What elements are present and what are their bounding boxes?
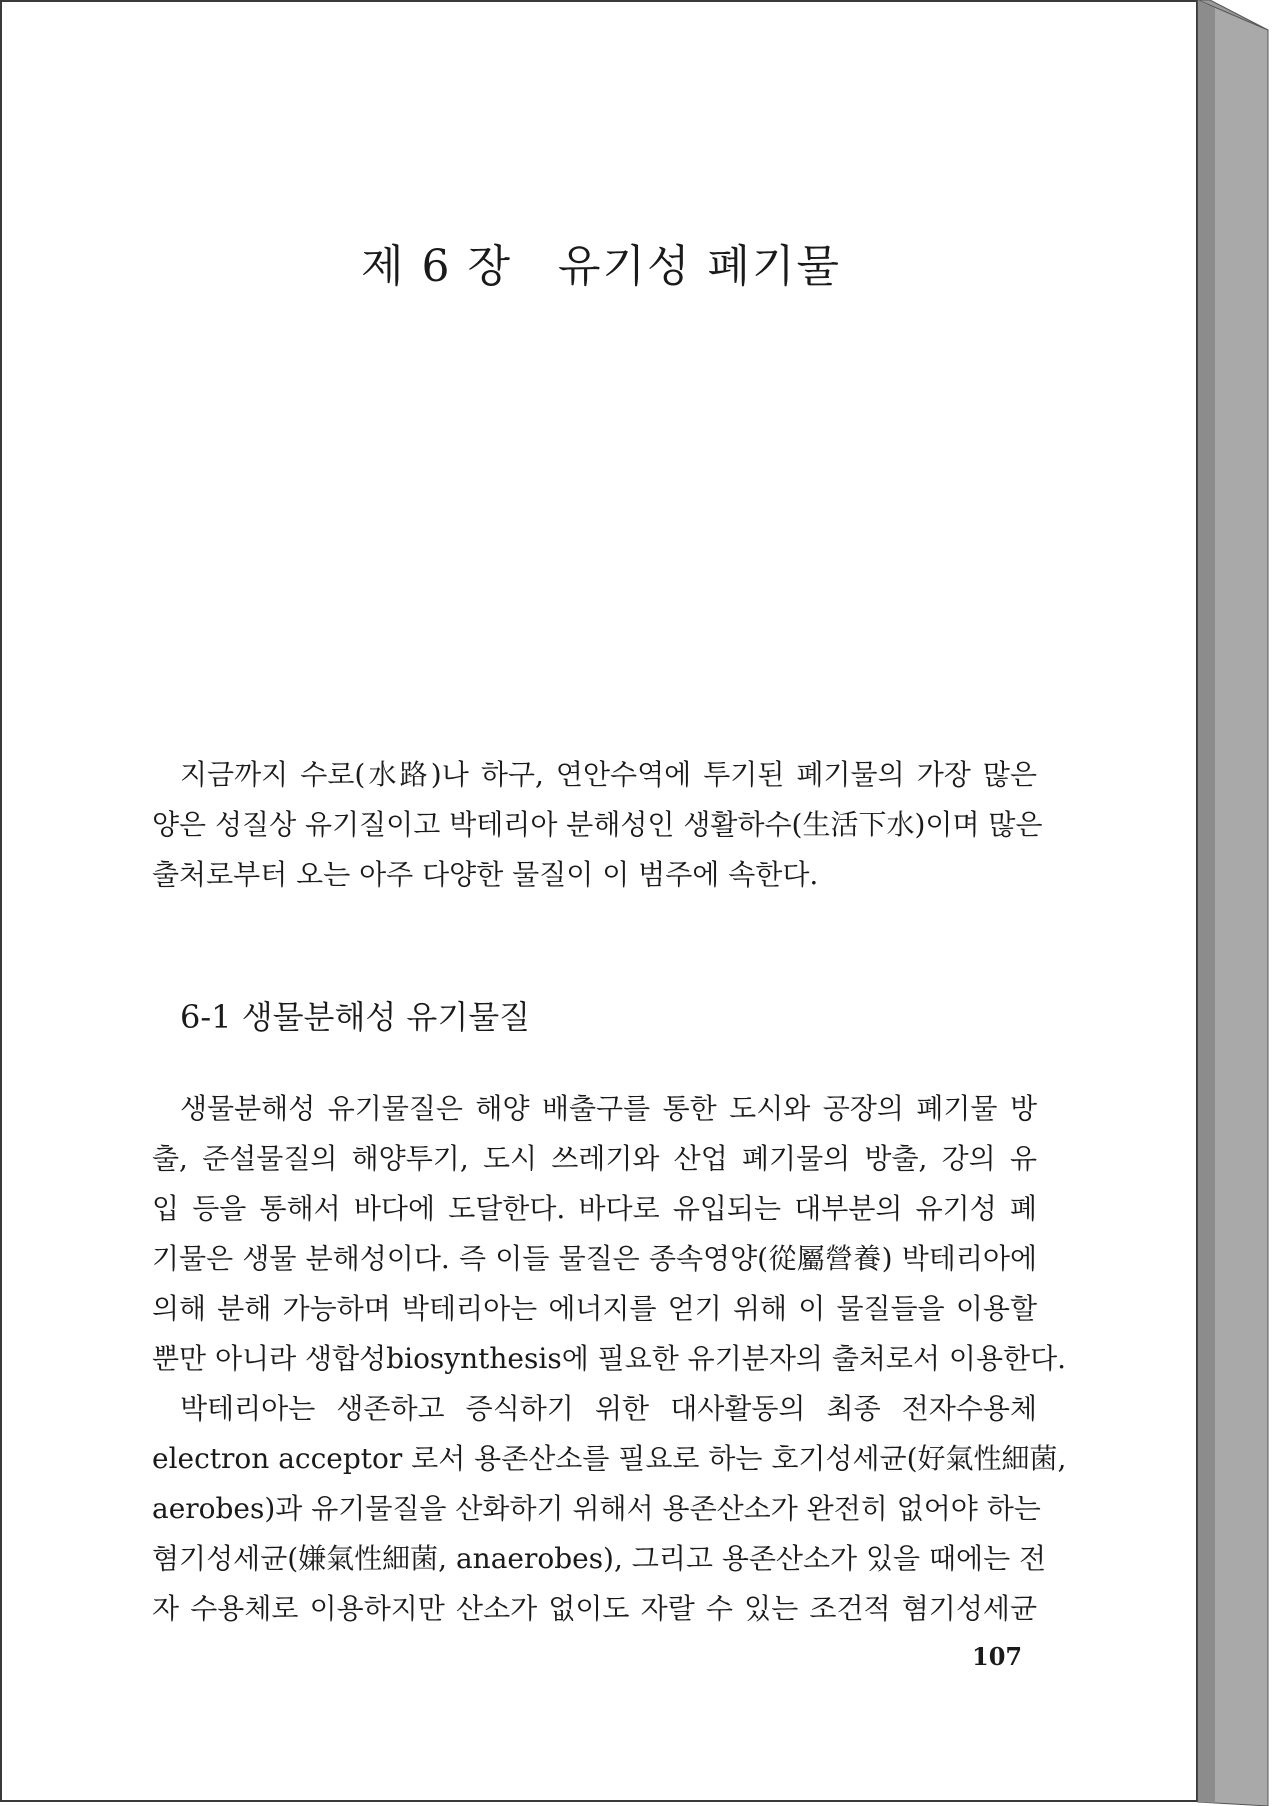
body-line: 뿐만 아니라 생합성biosynthesis에 필요한 유기분자의 출처로서 이용한다. (152, 1342, 1067, 1375)
section-heading: 6-1 생물분해성 유기물질 (180, 998, 531, 1036)
book-side-shade (1198, 0, 1215, 1803)
body-line: 의해 분해 가능하며 박테리아는 에너지를 얻기 위해 이 물질들을 이용할 (152, 1292, 1037, 1325)
chapter-name: 유기성 폐기물 (557, 241, 841, 292)
body-line: aerobes)과 유기물질을 산화하기 위해서 용존산소가 완전히 없어야 하는 (152, 1492, 1041, 1525)
intro-paragraph (152, 750, 1043, 900)
body-line: 혐기성세균(嫌氣性細菌, anaerobes), 그리고 용존산소가 있을 때에는 전 (152, 1542, 1047, 1575)
intro-line: 양은 성질상 유기질이고 박테리아 분해성인 생활하수(生活下水)이며 많은 (152, 808, 1043, 841)
book-side-edge (1198, 0, 1268, 1806)
chapter-number: 제 6 장 (361, 241, 512, 292)
intro-line: 지금까지 수로(水路)나 하구, 연안수역에 투기된 폐기물의 가장 많은 (180, 758, 1037, 791)
book-top-edge (1198, 0, 1268, 30)
intro-line: 출처로부터 오는 아주 다양한 물질이 이 범주에 속한다. (152, 858, 819, 891)
body-line: electron acceptor 로서 용존산소를 필요로 하는 호기성세균(好氣性細菌, (152, 1442, 1067, 1475)
body-line: 기물은 생물 분해성이다. 즉 이들 물질은 종속영양(從屬營養) 박테리아에 (152, 1242, 1037, 1275)
body-line: 출, 준설물질의 해양투기, 도시 쓰레기와 산업 폐기물의 방출, 강의 유 (152, 1142, 1037, 1175)
body-line: 박테리아는 생존하고 증식하기 위한 대사활동의 최종 전자수용체 (180, 1392, 1037, 1425)
page-number: 107 (972, 1642, 1023, 1671)
body-line: 자 수용체로 이용하지만 산소가 없이도 자랄 수 있는 조건적 혐기성세균 (152, 1592, 1037, 1625)
chapter-title (2, 230, 1200, 294)
body-line: 입 등을 통해서 바다에 도달한다. 바다로 유입되는 대부분의 유기성 폐 (152, 1192, 1037, 1225)
body-paragraph (152, 1084, 1067, 1634)
body-line: 생물분해성 유기물질은 해양 배출구를 통한 도시와 공장의 폐기물 방 (180, 1092, 1037, 1125)
